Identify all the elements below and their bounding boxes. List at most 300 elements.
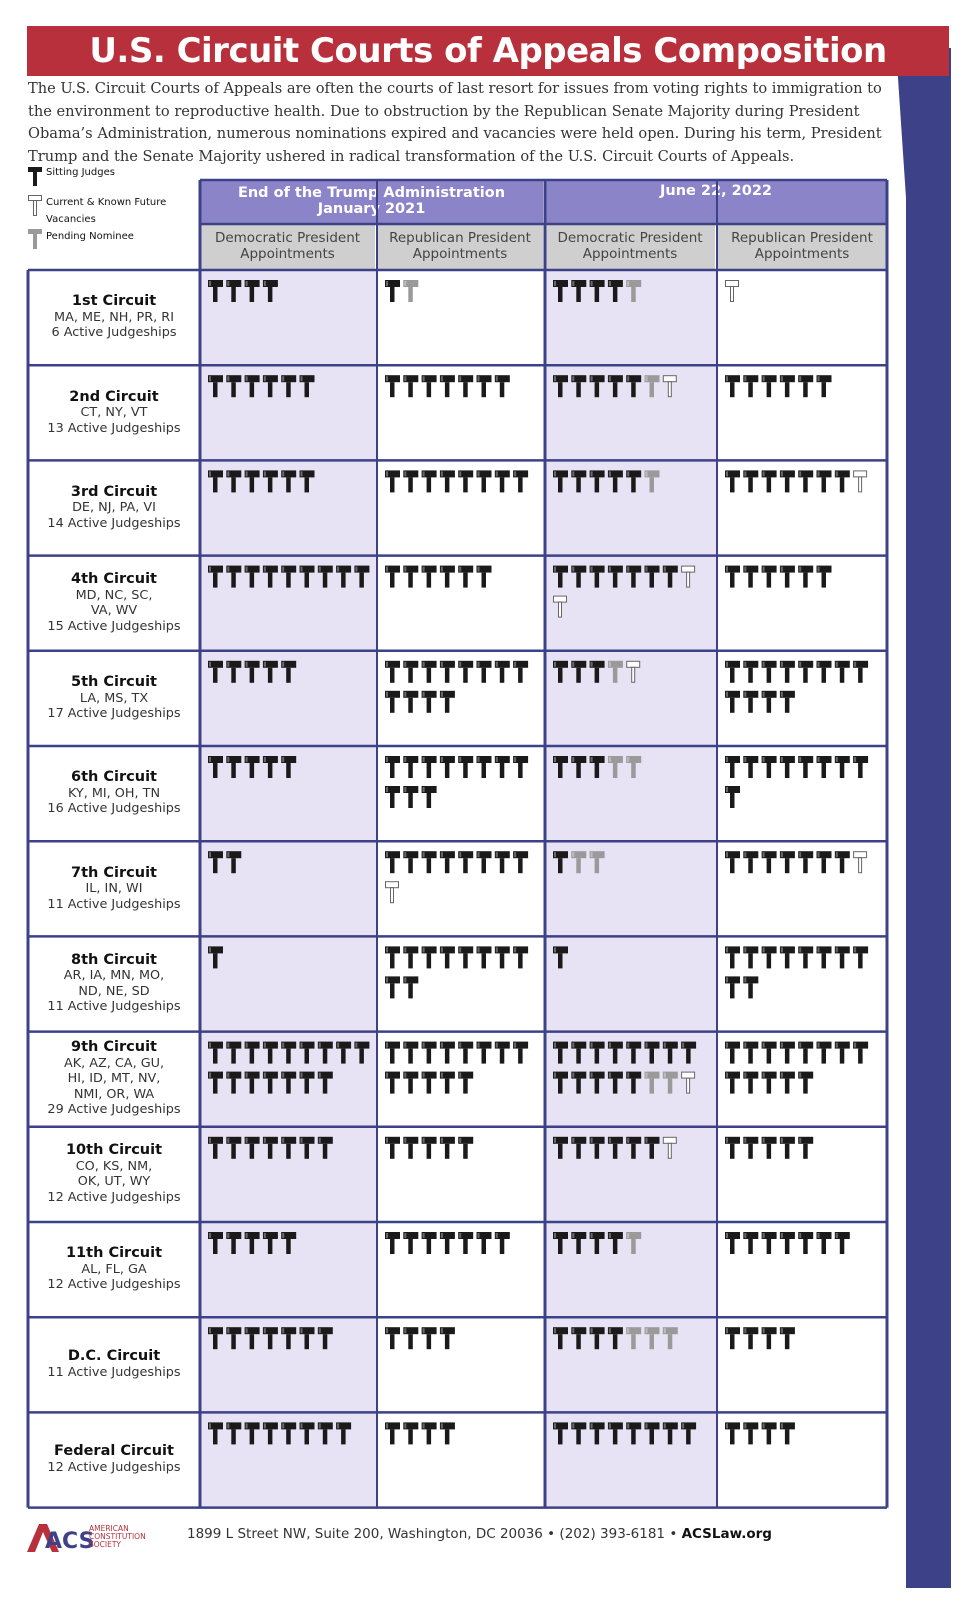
democratic-column-shade [200, 270, 377, 1508]
sitting-judge-gavel [245, 280, 260, 302]
sitting-judge-gavel [626, 1422, 641, 1444]
sitting-judge-gavel [385, 1232, 400, 1254]
sitting-judge-gavel [440, 691, 455, 713]
gavel-cell [553, 1137, 676, 1159]
sitting-judge-gavel [743, 375, 758, 397]
sitting-judge-gavel [403, 1137, 418, 1159]
sitting-judge-gavel [440, 470, 455, 492]
sitting-judge-gavel [300, 1422, 315, 1444]
sitting-judge-gavel [245, 1232, 260, 1254]
sitting-judge-gavel [725, 976, 740, 998]
legend-vacancies-label: Current & Known Future Vacancies [46, 197, 167, 225]
org-name-line2: CONSTITUTION [89, 1532, 146, 1541]
sitting-judge-gavel [571, 1327, 586, 1349]
sitting-judge-gavel [422, 1232, 437, 1254]
sitting-judge-gavel [590, 566, 605, 588]
circuit-name: 6th Circuit [71, 769, 157, 786]
sitting-judge-gavel [780, 1327, 795, 1349]
gavel-cell [208, 661, 296, 683]
gavel-cell [208, 566, 369, 588]
sitting-judge-gavel [798, 661, 813, 683]
gavel-cell [208, 851, 241, 873]
gavel-cell [553, 566, 695, 618]
circuit-states: HI, ID, MT, NV, [67, 1071, 161, 1087]
sitting-judge-gavel [743, 851, 758, 873]
sitting-judge-gavel [403, 470, 418, 492]
democratic-column-shade [545, 270, 717, 1508]
circuit-judgeships: 12 Active Judgeships [47, 1277, 181, 1293]
sitting-judge-gavel [608, 1422, 623, 1444]
sitting-judge-gavel [403, 756, 418, 778]
sitting-judge-gavel [608, 375, 623, 397]
sitting-judge-gavel [281, 1042, 296, 1064]
sitting-judge-gavel [208, 946, 223, 968]
sitting-judge-gavel [626, 375, 641, 397]
sitting-judge-gavel [835, 470, 850, 492]
sitting-judge-gavel [725, 1042, 740, 1064]
sitting-judge-gavel [458, 1137, 473, 1159]
sitting-judge-gavel [513, 661, 528, 683]
gavel-cell [725, 946, 868, 998]
sitting-judge-gavel [608, 280, 623, 302]
sitting-judge-gavel [385, 786, 400, 808]
sitting-judge-gavel [208, 1042, 223, 1064]
circuit-states: MD, NC, SC, [75, 587, 153, 603]
circuit-label-cell [30, 1222, 198, 1317]
sitting-judge-gavel [422, 691, 437, 713]
pending-nominee-gavel [663, 1072, 678, 1094]
sitting-judge-gavel [681, 1422, 696, 1444]
sitting-judge-gavel [245, 566, 260, 588]
column-header-rep-2022-line2: Appointments [754, 245, 850, 262]
sitting-judge-gavel [571, 661, 586, 683]
sitting-judge-gavel [590, 756, 605, 778]
gavel-cell [725, 1327, 795, 1349]
sitting-judge-gavel [762, 566, 777, 588]
sitting-judge-gavel [571, 1042, 586, 1064]
sitting-judge-gavel [281, 1137, 296, 1159]
sitting-judge-gavel [440, 1327, 455, 1349]
gavel-cell [553, 851, 605, 873]
sitting-judge-gavel [440, 1042, 455, 1064]
gavel-cell [208, 946, 223, 968]
sitting-judge-gavel [318, 1422, 333, 1444]
sitting-judge-gavel [571, 566, 586, 588]
sitting-judge-gavel [354, 1042, 369, 1064]
org-name [89, 1525, 169, 1549]
sitting-judge-gavel [553, 1327, 568, 1349]
circuit-states: MA, ME, NH, PR, RI [54, 309, 174, 325]
sitting-judge-gavel [663, 1422, 678, 1444]
sitting-judge-gavel [817, 756, 832, 778]
sitting-judge-gavel [245, 1072, 260, 1094]
circuit-states: LA, MS, TX [79, 690, 149, 706]
period-header-june-2022 [545, 181, 887, 223]
circuit-judgeships: 11 Active Judgeships [47, 1364, 181, 1380]
sitting-judge-gavel [725, 1137, 740, 1159]
sitting-judge-gavel [403, 1327, 418, 1349]
sitting-judge-gavel [495, 756, 510, 778]
intro-paragraph: The U.S. Circuit Courts of Appeals are often the courts of last resort for issues from voting rights to immigration to the environment to reproductive health. Due to obstruction by the Republican Senate Majority during President Obama’s Administration, numerous nominations expired and vacancies were held open. During his term, President Trump and the Senate Majority ushered in radical transformation of the U.S. Circuit Courts of Appeals. [28, 80, 882, 165]
sitting-judge-gavel [245, 1042, 260, 1064]
sitting-judge-gavel [318, 1042, 333, 1064]
sitting-judge-gavel [318, 1327, 333, 1349]
gavel-cell [553, 756, 641, 778]
circuit-label-cell [30, 556, 198, 651]
circuit-judgeships: 29 Active Judgeships [47, 1102, 181, 1118]
sitting-judge-gavel [385, 566, 400, 588]
gavel-cell [208, 280, 278, 302]
circuit-name: 2nd Circuit [69, 388, 159, 405]
sitting-judge-gavel [403, 566, 418, 588]
sitting-judge-gavel [626, 1042, 641, 1064]
gavel-cell [385, 1137, 473, 1159]
sitting-judge-gavel [403, 786, 418, 808]
sitting-judge-gavel-icon [27, 165, 45, 187]
sitting-judge-gavel [477, 566, 492, 588]
sitting-judge-gavel [263, 756, 278, 778]
circuit-name: 3rd Circuit [70, 483, 158, 500]
sitting-judge-gavel [798, 566, 813, 588]
sitting-judge-gavel [226, 661, 241, 683]
sitting-judge-gavel [208, 661, 223, 683]
sitting-judge-gavel [281, 1072, 296, 1094]
column-header-dem-2022-line2: Appointments [582, 245, 678, 262]
sitting-judge-gavel [263, 1422, 278, 1444]
sitting-judge-gavel [422, 470, 437, 492]
sitting-judge-gavel [458, 661, 473, 683]
circuit-name: D.C. Circuit [67, 1348, 161, 1365]
sitting-judge-gavel [626, 470, 641, 492]
sitting-judge-gavel [263, 280, 278, 302]
sitting-judge-gavel [725, 661, 740, 683]
sitting-judge-gavel [385, 756, 400, 778]
sitting-judge-gavel [385, 1422, 400, 1444]
sitting-judge-gavel [762, 1327, 777, 1349]
sitting-judge-gavel [590, 470, 605, 492]
sitting-judge-gavel [626, 566, 641, 588]
pending-nominee-gavel [571, 851, 586, 873]
circuit-states: CO, KS, NM, [75, 1158, 153, 1174]
sitting-judge-gavel [762, 1422, 777, 1444]
sitting-judge-gavel [263, 1072, 278, 1094]
sitting-judge-gavel [300, 1072, 315, 1094]
sitting-judge-gavel [440, 375, 455, 397]
sitting-judge-gavel [817, 470, 832, 492]
gavel-cell [553, 375, 676, 397]
sitting-judge-gavel [608, 1137, 623, 1159]
pending-nominee-gavel [608, 756, 623, 778]
sitting-judge-gavel [513, 1042, 528, 1064]
sitting-judge-gavel [385, 1042, 400, 1064]
sitting-judge-gavel [762, 1232, 777, 1254]
sitting-judge-gavel [553, 756, 568, 778]
circuit-judgeships: 11 Active Judgeships [47, 896, 181, 912]
sitting-judge-gavel [798, 1137, 813, 1159]
pending-nominee-gavel [626, 1327, 641, 1349]
circuit-name: 10th Circuit [65, 1142, 163, 1159]
gavel-cell [385, 851, 528, 903]
sitting-judge-gavel [817, 1042, 832, 1064]
sitting-judge-gavel [458, 946, 473, 968]
circuit-name: Federal Circuit [54, 1443, 174, 1460]
gavel-cell [208, 1422, 351, 1444]
sitting-judge-gavel [495, 661, 510, 683]
sitting-judge-gavel [798, 946, 813, 968]
sitting-judge-gavel [762, 375, 777, 397]
sitting-judge-gavel [571, 1137, 586, 1159]
sitting-judge-gavel [762, 1072, 777, 1094]
sitting-judge-gavel [440, 1422, 455, 1444]
circuit-judgeships: 13 Active Judgeships [47, 420, 181, 436]
sitting-judge-gavel [208, 375, 223, 397]
gavel-cell [385, 661, 528, 713]
sitting-judge-gavel [403, 1422, 418, 1444]
sitting-judge-gavel [263, 1327, 278, 1349]
sitting-judge-gavel [385, 851, 400, 873]
sitting-judge-gavel [553, 280, 568, 302]
sitting-judge-gavel [780, 1042, 795, 1064]
sitting-judge-gavel [762, 691, 777, 713]
sitting-judge-gavel [743, 1042, 758, 1064]
sitting-judge-gavel [553, 1072, 568, 1094]
sitting-judge-gavel [762, 470, 777, 492]
sitting-judge-gavel [458, 470, 473, 492]
sitting-judge-gavel [422, 375, 437, 397]
sitting-judge-gavel [780, 1232, 795, 1254]
sitting-judge-gavel [513, 851, 528, 873]
sitting-judge-gavel [245, 661, 260, 683]
sitting-judge-gavel [553, 1137, 568, 1159]
circuit-label-cell [30, 651, 198, 746]
circuit-judgeships: 12 Active Judgeships [47, 1459, 181, 1475]
sitting-judge-gavel [495, 375, 510, 397]
sitting-judge-gavel [245, 756, 260, 778]
sitting-judge-gavel [477, 851, 492, 873]
sitting-judge-gavel [422, 851, 437, 873]
sitting-judge-gavel [263, 661, 278, 683]
sitting-judge-gavel [817, 946, 832, 968]
pending-nominee-gavel [626, 280, 641, 302]
sitting-judge-gavel [208, 851, 223, 873]
circuit-judgeships: 16 Active Judgeships [47, 801, 181, 817]
sitting-judge-gavel [403, 1072, 418, 1094]
circuit-states: AR, IA, MN, MO, [63, 968, 165, 984]
footer-website-link[interactable]: ACSLaw.org [681, 1526, 772, 1542]
sitting-judge-gavel [780, 1137, 795, 1159]
sitting-judge-gavel [743, 1232, 758, 1254]
sitting-judge-gavel [495, 851, 510, 873]
sitting-judge-gavel [513, 470, 528, 492]
gavel-cell [726, 281, 739, 302]
pending-nominee-gavel [645, 1327, 660, 1349]
sitting-judge-gavel [645, 1137, 660, 1159]
sitting-judge-gavel [743, 1327, 758, 1349]
sitting-judge-gavel [385, 691, 400, 713]
sitting-judge-gavel [385, 946, 400, 968]
sitting-judge-gavel [422, 1137, 437, 1159]
sitting-judge-gavel [553, 566, 568, 588]
sitting-judge-gavel [762, 1137, 777, 1159]
sitting-judge-gavel [780, 1072, 795, 1094]
sitting-judge-gavel [553, 851, 568, 873]
sitting-judge-gavel [663, 566, 678, 588]
circuit-states: VA, WV [90, 603, 138, 619]
footer-address [187, 1526, 772, 1542]
column-header-rep-2021 [377, 225, 543, 269]
gavel-cell [385, 1422, 455, 1444]
sitting-judge-gavel [553, 470, 568, 492]
gavel-cell [725, 1422, 795, 1444]
sitting-judge-gavel [226, 470, 241, 492]
circuit-judgeships: 11 Active Judgeships [47, 999, 181, 1015]
sitting-judge-gavel [553, 946, 568, 968]
sitting-judge-gavel [743, 566, 758, 588]
sitting-judge-gavel [590, 661, 605, 683]
legend-vacancies [27, 194, 197, 224]
gavel-cell [208, 470, 315, 492]
sitting-judge-gavel [245, 375, 260, 397]
sitting-judge-gavel [245, 1422, 260, 1444]
sitting-judge-gavel [725, 786, 740, 808]
sitting-judge-gavel [553, 1042, 568, 1064]
gavel-cell [385, 756, 528, 808]
sitting-judge-gavel [725, 470, 740, 492]
sitting-judge-gavel [440, 946, 455, 968]
circuit-states: AK, AZ, CA, GU, [63, 1055, 165, 1071]
sitting-judge-gavel [798, 470, 813, 492]
sitting-judge-gavel [403, 375, 418, 397]
gavel-cell [725, 661, 868, 713]
legend-pending-label: Pending Nominee [46, 231, 134, 242]
sitting-judge-gavel [780, 661, 795, 683]
sitting-judge-gavel [281, 566, 296, 588]
sitting-judge-gavel [495, 1042, 510, 1064]
circuit-states: NMI, OR, WA [73, 1086, 155, 1102]
sitting-judge-gavel [245, 1137, 260, 1159]
sitting-judge-gavel [571, 470, 586, 492]
period-header-jan-2021-line2: January 2021 [317, 201, 426, 217]
circuit-name: 11th Circuit [65, 1245, 163, 1262]
sitting-judge-gavel [477, 375, 492, 397]
sitting-judge-gavel [385, 976, 400, 998]
sitting-judge-gavel [835, 1232, 850, 1254]
sitting-judge-gavel [835, 1042, 850, 1064]
sitting-judge-gavel [440, 1232, 455, 1254]
gavel-cell [725, 566, 832, 588]
sitting-judge-gavel [281, 375, 296, 397]
sitting-judge-gavel [608, 1327, 623, 1349]
page-title: U.S. Circuit Courts of Appeals Composition [27, 26, 949, 76]
sitting-judge-gavel [645, 566, 660, 588]
gavel-cell [385, 1042, 528, 1094]
sitting-judge-gavel [681, 1042, 696, 1064]
sitting-judge-gavel [780, 375, 795, 397]
sitting-judge-gavel [590, 1137, 605, 1159]
sitting-judge-gavel [440, 851, 455, 873]
sitting-judge-gavel [725, 566, 740, 588]
sitting-judge-gavel [226, 375, 241, 397]
sitting-judge-gavel [571, 375, 586, 397]
sitting-judge-gavel [835, 946, 850, 968]
gavel-cell [553, 1422, 696, 1444]
sitting-judge-gavel [477, 1232, 492, 1254]
sitting-judge-gavel [853, 1042, 868, 1064]
sitting-judge-gavel [263, 375, 278, 397]
sitting-judge-gavel [725, 946, 740, 968]
vacancy-gavel [663, 376, 676, 397]
period-header-jan-2021-line1: End of the Trump Administration [237, 185, 506, 201]
pending-nominee-gavel [626, 1232, 641, 1254]
circuit-judgeships: 17 Active Judgeships [47, 706, 181, 722]
sitting-judge-gavel [440, 1072, 455, 1094]
sitting-judge-gavel [853, 946, 868, 968]
sitting-judge-gavel [458, 566, 473, 588]
sitting-judge-gavel [226, 756, 241, 778]
circuit-label-cell [30, 1032, 198, 1127]
sitting-judge-gavel [590, 1042, 605, 1064]
circuit-states: IL, IN, WI [85, 881, 143, 897]
circuit-judgeships: 14 Active Judgeships [47, 515, 181, 531]
gavel-cell [553, 1232, 641, 1254]
sitting-judge-gavel [403, 691, 418, 713]
circuit-name: 1st Circuit [71, 293, 157, 310]
sitting-judge-gavel [208, 280, 223, 302]
sitting-judge-gavel [208, 1422, 223, 1444]
sitting-judge-gavel [835, 661, 850, 683]
sitting-judge-gavel [300, 1137, 315, 1159]
sitting-judge-gavel [226, 1232, 241, 1254]
sitting-judge-gavel [263, 1042, 278, 1064]
sitting-judge-gavel [226, 851, 241, 873]
gavel-cell [208, 375, 315, 397]
circuit-label-cell [30, 841, 198, 936]
vacancy-gavel [854, 852, 867, 873]
sitting-judge-gavel [553, 1422, 568, 1444]
sitting-judge-gavel [798, 851, 813, 873]
sitting-judge-gavel [458, 1232, 473, 1254]
circuit-label-cell [30, 460, 198, 555]
gavel-cell [208, 756, 296, 778]
sitting-judge-gavel [553, 661, 568, 683]
sitting-judge-gavel [725, 1232, 740, 1254]
sitting-judge-gavel [422, 1327, 437, 1349]
sitting-judge-gavel [281, 756, 296, 778]
sitting-judge-gavel [458, 851, 473, 873]
sitting-judge-gavel [458, 1072, 473, 1094]
sitting-judge-gavel [318, 566, 333, 588]
circuit-states: CT, NY, VT [80, 405, 148, 421]
circuit-label-cell [30, 936, 198, 1031]
sitting-judge-gavel [263, 566, 278, 588]
circuit-label-cell [30, 1127, 198, 1222]
sitting-judge-gavel [590, 280, 605, 302]
sitting-judge-gavel [780, 756, 795, 778]
pending-nominee-gavel-icon [27, 227, 45, 251]
vacancy-gavel [854, 471, 867, 492]
period-header-june-2022-line1: June 22, 2022 [659, 183, 772, 199]
sitting-judge-gavel [403, 1232, 418, 1254]
sitting-judge-gavel [477, 946, 492, 968]
sitting-judge-gavel [743, 661, 758, 683]
sitting-judge-gavel [608, 566, 623, 588]
gavel-cell [385, 1232, 510, 1254]
org-name-line1: AMERICAN [89, 1524, 129, 1533]
circuit-judgeships: 12 Active Judgeships [47, 1189, 181, 1205]
circuit-name: 5th Circuit [71, 674, 157, 691]
navy-side-bar [906, 48, 951, 1588]
sitting-judge-gavel [263, 1137, 278, 1159]
